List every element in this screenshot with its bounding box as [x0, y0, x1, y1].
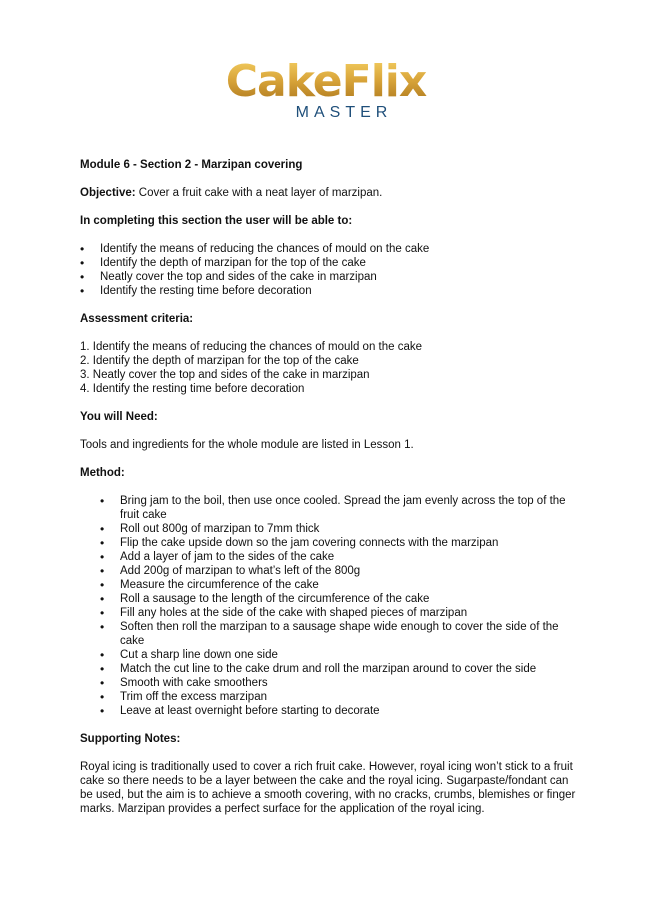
- list-item: 4. Identify the resting time before decoration: [80, 383, 305, 395]
- logo-subtitle: MASTER: [295, 104, 393, 121]
- logo-wordmark: CakeFlix: [0, 58, 652, 106]
- method-step: • Leave at least overnight before starting to decorate: [80, 704, 580, 718]
- method-step: • Smooth with cake smoothers: [80, 676, 580, 690]
- method-step: • Add 200g of marzipan to what’s left of the 800g: [80, 564, 580, 578]
- need-heading: You will Need:: [80, 411, 158, 423]
- list-item: • Identify the resting time before decoration: [80, 284, 580, 298]
- method-step: • Trim off the excess marzipan: [80, 690, 580, 704]
- method-step: • Measure the circumference of the cake: [80, 578, 580, 592]
- objective-label: Objective:: [80, 187, 136, 199]
- method-step: • Roll a sausage to the length of the circumference of the cake: [80, 592, 580, 606]
- objective: [80, 186, 580, 200]
- method-step: • Cut a sharp line down one side: [80, 648, 580, 662]
- method-step: • Soften then roll the marzipan to a sausage shape wide enough to cover the side of the cake: [80, 620, 580, 648]
- module-title: Module 6 - Section 2 - Marzipan covering: [80, 159, 303, 171]
- method-step: • Match the cut line to the cake drum and roll the marzipan around to cover the side: [80, 662, 580, 676]
- method-list: [80, 494, 580, 718]
- list-item: 2. Identify the depth of marzipan for the top of the cake: [80, 355, 359, 367]
- supporting-heading: Supporting Notes:: [80, 733, 181, 745]
- list-item: • Identify the depth of marzipan for the top of the cake: [80, 256, 580, 270]
- list-item: 3. Neatly cover the top and sides of the cake in marzipan: [80, 369, 370, 381]
- assessment-list: [80, 340, 580, 396]
- document-body: [80, 158, 580, 830]
- method-step: • Roll out 800g of marzipan to 7mm thick: [80, 522, 580, 536]
- method-heading: Method:: [80, 467, 125, 479]
- method-step: • Bring jam to the boil, then use once cooled. Spread the jam evenly across the top of the fruit cake: [80, 494, 580, 522]
- method-step: • Flip the cake upside down so the jam covering connects with the marzipan: [80, 536, 580, 550]
- list-item: • Identify the means of reducing the chances of mould on the cake: [80, 242, 580, 256]
- supporting-text: Royal icing is traditionally used to cover a rich fruit cake. However, royal icing won’t stick to a fruit cake so there needs to be a layer between the cake and the royal icing. Sugarpaste/fondant can be used, but the aim is to achieve a smooth covering, with no cracks, crumbs, blemishes or finger marks. Marzipan provides a perfect surface for the application of the royal icing.: [80, 761, 576, 815]
- list-item: • Neatly cover the top and sides of the cake in marzipan: [80, 270, 580, 284]
- method-step: • Add a layer of jam to the sides of the cake: [80, 550, 580, 564]
- cakeflix-logo: [0, 58, 652, 122]
- completing-heading: In completing this section the user will be able to:: [80, 215, 353, 227]
- objective-text: Cover a fruit cake with a neat layer of marzipan.: [135, 187, 383, 199]
- method-step: • Fill any holes at the side of the cake with shaped pieces of marzipan: [80, 606, 580, 620]
- need-text: Tools and ingredients for the whole module are listed in Lesson 1.: [80, 439, 414, 451]
- list-item: 1. Identify the means of reducing the chances of mould on the cake: [80, 341, 423, 353]
- completing-list: [80, 242, 580, 298]
- assessment-heading: Assessment criteria:: [80, 313, 194, 325]
